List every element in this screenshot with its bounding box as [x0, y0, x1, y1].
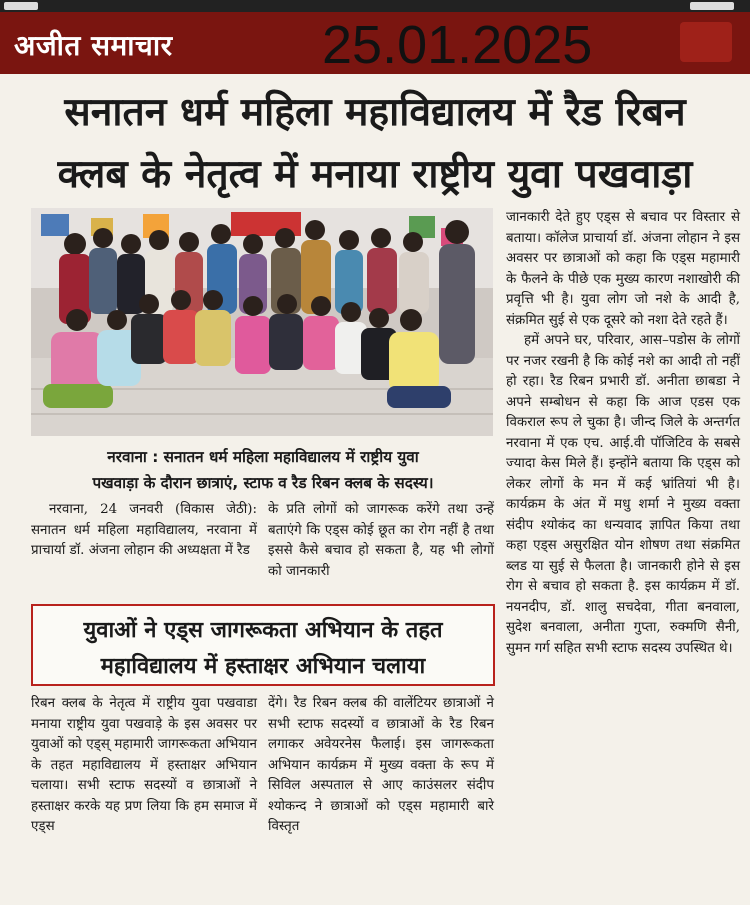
- subheadline-line-1: युवाओं ने एड्स जागरूकता अभियान के तहत: [83, 618, 443, 643]
- body-paragraph: देंगे। रैड रिबन क्लब की वालेंटियर छात्राओं ने सभी स्टाफ सदस्यों व छात्राओं के रैड रिबन लगाकर अवेयरनेस फैलाई। इस जागरूकता अभियान कार्यक्रम में मुख्य वक्ता के रूप में सिविल अस्पताल से आए काउंसलर संदीप श्योकन्द ने छात्राओं को एड्स महामारी बारे विस्तृत: [268, 696, 494, 834]
- headline-line-1: सनातन धर्म महिला महाविद्यालय में रैड रिबन: [64, 90, 686, 135]
- article-column-left: [31, 500, 257, 562]
- group-photo: [31, 208, 493, 436]
- body-paragraph: नरवाना, 24 जनवरी (विकास जेठी): सनातन धर्म महिला महाविद्यालय, नरवाना में प्राचार्या डॉ. अंजना लोहान की अध्यक्षता में रैड: [31, 502, 257, 558]
- article-column-middle: [268, 500, 494, 582]
- body-paragraph: हमें अपने घर, परिवार, आस–पडोस के लोगों पर नजर रखनी है कि कोई नशे का आदी तो नहीं हो रहा। रैड रिबन प्रभारी डॉ. अनीता छाबडा ने अपने सम्बोधन से कहा कि आज एडस एक विकराल रूप ले चुका है। जीन्द जिले के अन्तर्गत नरवाना में एक एच. आई.वी पॉजिटिव के सबसे ज्यादा केस मिले हैं। इन्होंने बताया कि एड्स को लेकर लोगों के मन में कई भ्रांतियां भी है। कार्यक्रम के अंत में मधु शर्मा ने मुख्य वक्ता संदीप श्योकंद का धन्यवाद ज्ञापित किया तथा कहा एड्स असुरक्षित योन शोषण तथा संक्रमित ब्लड या सुई से फैलता है। जानकारी होने से इस रोग से बचाव हो सकता है. इस कार्यक्रम में डॉ. नयनदीप, डॉ. शालु सचदेवा, गीता बनवाला, सुदेश बनवाला, अनीता गुप्ता, रुक्मणि सैनी, सुमन गर्ग सहित सभी स्टाफ सदस्य उपस्थित थे।: [506, 333, 740, 656]
- newspaper-name: अजीत समाचार: [14, 29, 173, 62]
- subheadline-line-2: महाविद्यालय में हस्ताक्षर अभियान चलाया: [100, 654, 426, 679]
- body-paragraph: के प्रति लोगों को जागरूक करेंगे तथा उन्हें बताएंगे कि एड्स कोई छूत का रोग नहीं है तथा इससे कैसे बचाव हो सकता है, यह भी लोगों को जानकारी: [268, 502, 494, 579]
- masthead-bar: [0, 12, 750, 74]
- body-paragraph: रिबन क्लब के नेतृत्व में राष्ट्रीय युवा पखवाडा मनाया राष्ट्रीय युवा पखवाड़े के इस अवसर पर युवाओं को एड्स् महामारी जागरूकता अभियान के तहत महाविद्यालय में हस्ताक्षर अभियान चलाया। सभी स्टाफ सदस्यों व छात्राओं ने हस्ताक्षर करके यह प्रण लिया कि हम समाज में एड्स: [31, 696, 257, 834]
- subheadline-box: [31, 604, 495, 686]
- caption-line-1: नरवाना : सनातन धर्म महिला महाविद्यालय में राष्ट्रीय युवा: [107, 448, 419, 466]
- top-strip-mark: [690, 2, 734, 10]
- publication-date: 25.01.2025: [322, 15, 593, 75]
- article-column-right: [506, 208, 740, 659]
- masthead-logo: [680, 22, 732, 62]
- top-strip-mark: [4, 2, 38, 10]
- photo-caption: [31, 444, 495, 496]
- headline-line-2: क्लब के नेतृत्व में मनाया राष्ट्रीय युवा पखवाड़ा: [57, 152, 693, 197]
- top-strip: [0, 0, 750, 12]
- body-paragraph: जानकारी देते हुए एड्स से बचाव पर विस्तार से बताया। कॉलेज प्राचार्या डॉ. अंजना लोहान ने इस अवसर पर छात्राओं को कहा कि एड्स महामारी के फैलने के पीछे एक मुख्य कारण नशाखोरी की प्रवृत्ति भी है। युवा लोग जो नशे के आदी है, संक्रमित सुई से एक दूसरे को नशा देते रहते हैं।: [506, 210, 740, 328]
- article-column-bottom-middle: [268, 694, 494, 838]
- article-column-bottom-left: [31, 694, 257, 838]
- caption-line-2: पखवाड़ा के दौरान छात्राएं, स्टाफ व रैड रिबन क्लब के सदस्य।: [92, 474, 434, 492]
